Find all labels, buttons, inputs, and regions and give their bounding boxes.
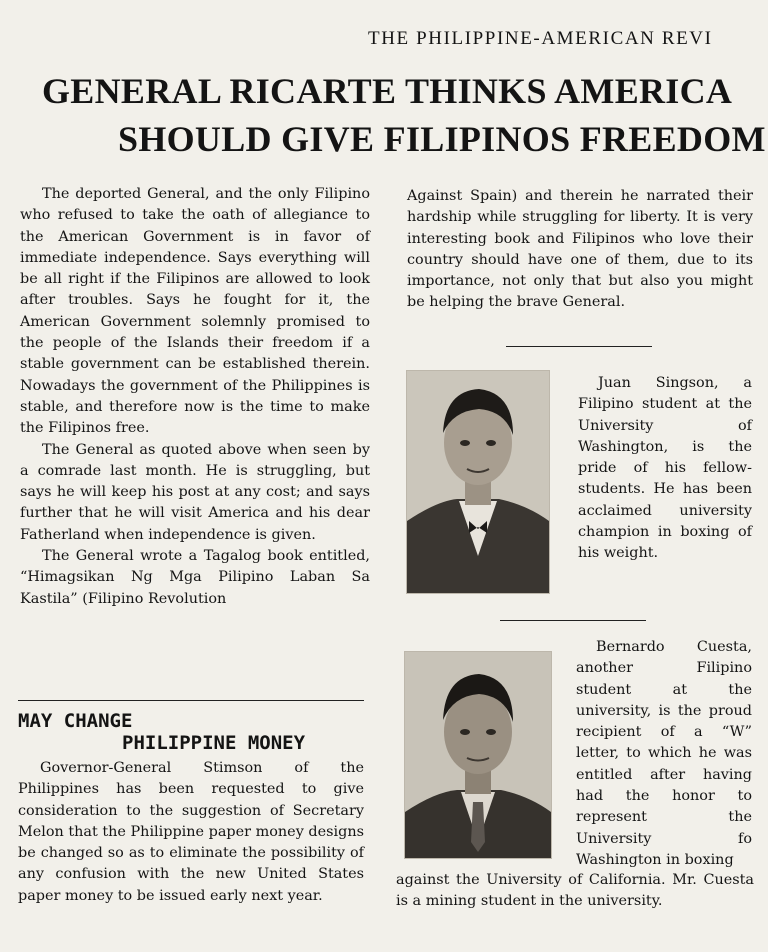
cuesta-caption-text-continued: against the University of California. Mr. Cuesta is a mining student in the university.	[396, 872, 754, 910]
singson-caption-text: Juan Singson, a Filipino student at the University of Washington, is the pride of his fellow-students. He has been acclaimed university champion in boxing of his weight.	[578, 375, 752, 562]
money-heading-2: PHILIPPINE MONEY	[122, 732, 306, 754]
money-body: Governor-General Stimson of the Philippines has been requested to give consideration to the suggestion of Secretary Melon that the Philippine paper money designs be changed so as to eliminate the possibility of any confusion with the new United States paper money to be issued early next year.	[18, 760, 364, 904]
money-heading-1: MAY CHANGE	[18, 710, 133, 732]
section-divider	[506, 346, 652, 347]
headline-line-1: GENERAL RICARTE THINKS AMERICA	[42, 71, 733, 111]
singson-caption	[578, 373, 752, 565]
section-divider	[500, 620, 646, 621]
article-continuation-text: Against Spain) and therein he narrated their hardship while struggling for liberty. It is very interesting book and Filipinos who love their country should have one of them, due to its importance, not only that but also you might be helping the brave General.	[407, 188, 753, 311]
column-divider	[18, 700, 364, 701]
cuesta-caption	[576, 637, 752, 871]
article-paragraph: The General wrote a Tagalog book entitled, “Himagsikan Ng Mga Pilipino Laban Sa Kastila” (Filipino Revolution	[20, 548, 370, 607]
portrait-photo-singson	[406, 370, 550, 594]
money-article	[18, 758, 364, 907]
portrait-photo-cuesta	[404, 651, 552, 859]
article-left-column	[20, 184, 370, 610]
article-continuation	[407, 186, 753, 314]
headline-line-2: SHOULD GIVE FILIPINOS FREEDOM	[118, 119, 766, 159]
cuesta-caption-text: Bernardo Cuesta, another Filipino student at the university, is the proud recipient of a “W” letter, to which he was entitled after having had the honor to represent the University fo Washington in boxing	[576, 639, 752, 868]
article-paragraph: The deported General, and the only Filipino who refused to take the oath of allegiance to the American Government is in favor of immediate independence. Says everything will be all right if the Filipinos are allowed to look after troubles. Says he fought for it, the American Government solemnly promised to the people of the Islands their freedom if a stable government can be established therein. Nowadays the government of the Philippines is stable, and therefore now is the time to make the Filipinos free.	[20, 186, 370, 437]
cuesta-caption-continued	[396, 870, 754, 913]
article-paragraph: The General as quoted above when seen by a comrade last month. He is struggling, but says he will keep his post at any cost; and says further that he will visit America and his dear Fatherland when independence is given.	[20, 441, 370, 543]
masthead: THE PHILIPPINE-AMERICAN REVI	[368, 28, 713, 49]
